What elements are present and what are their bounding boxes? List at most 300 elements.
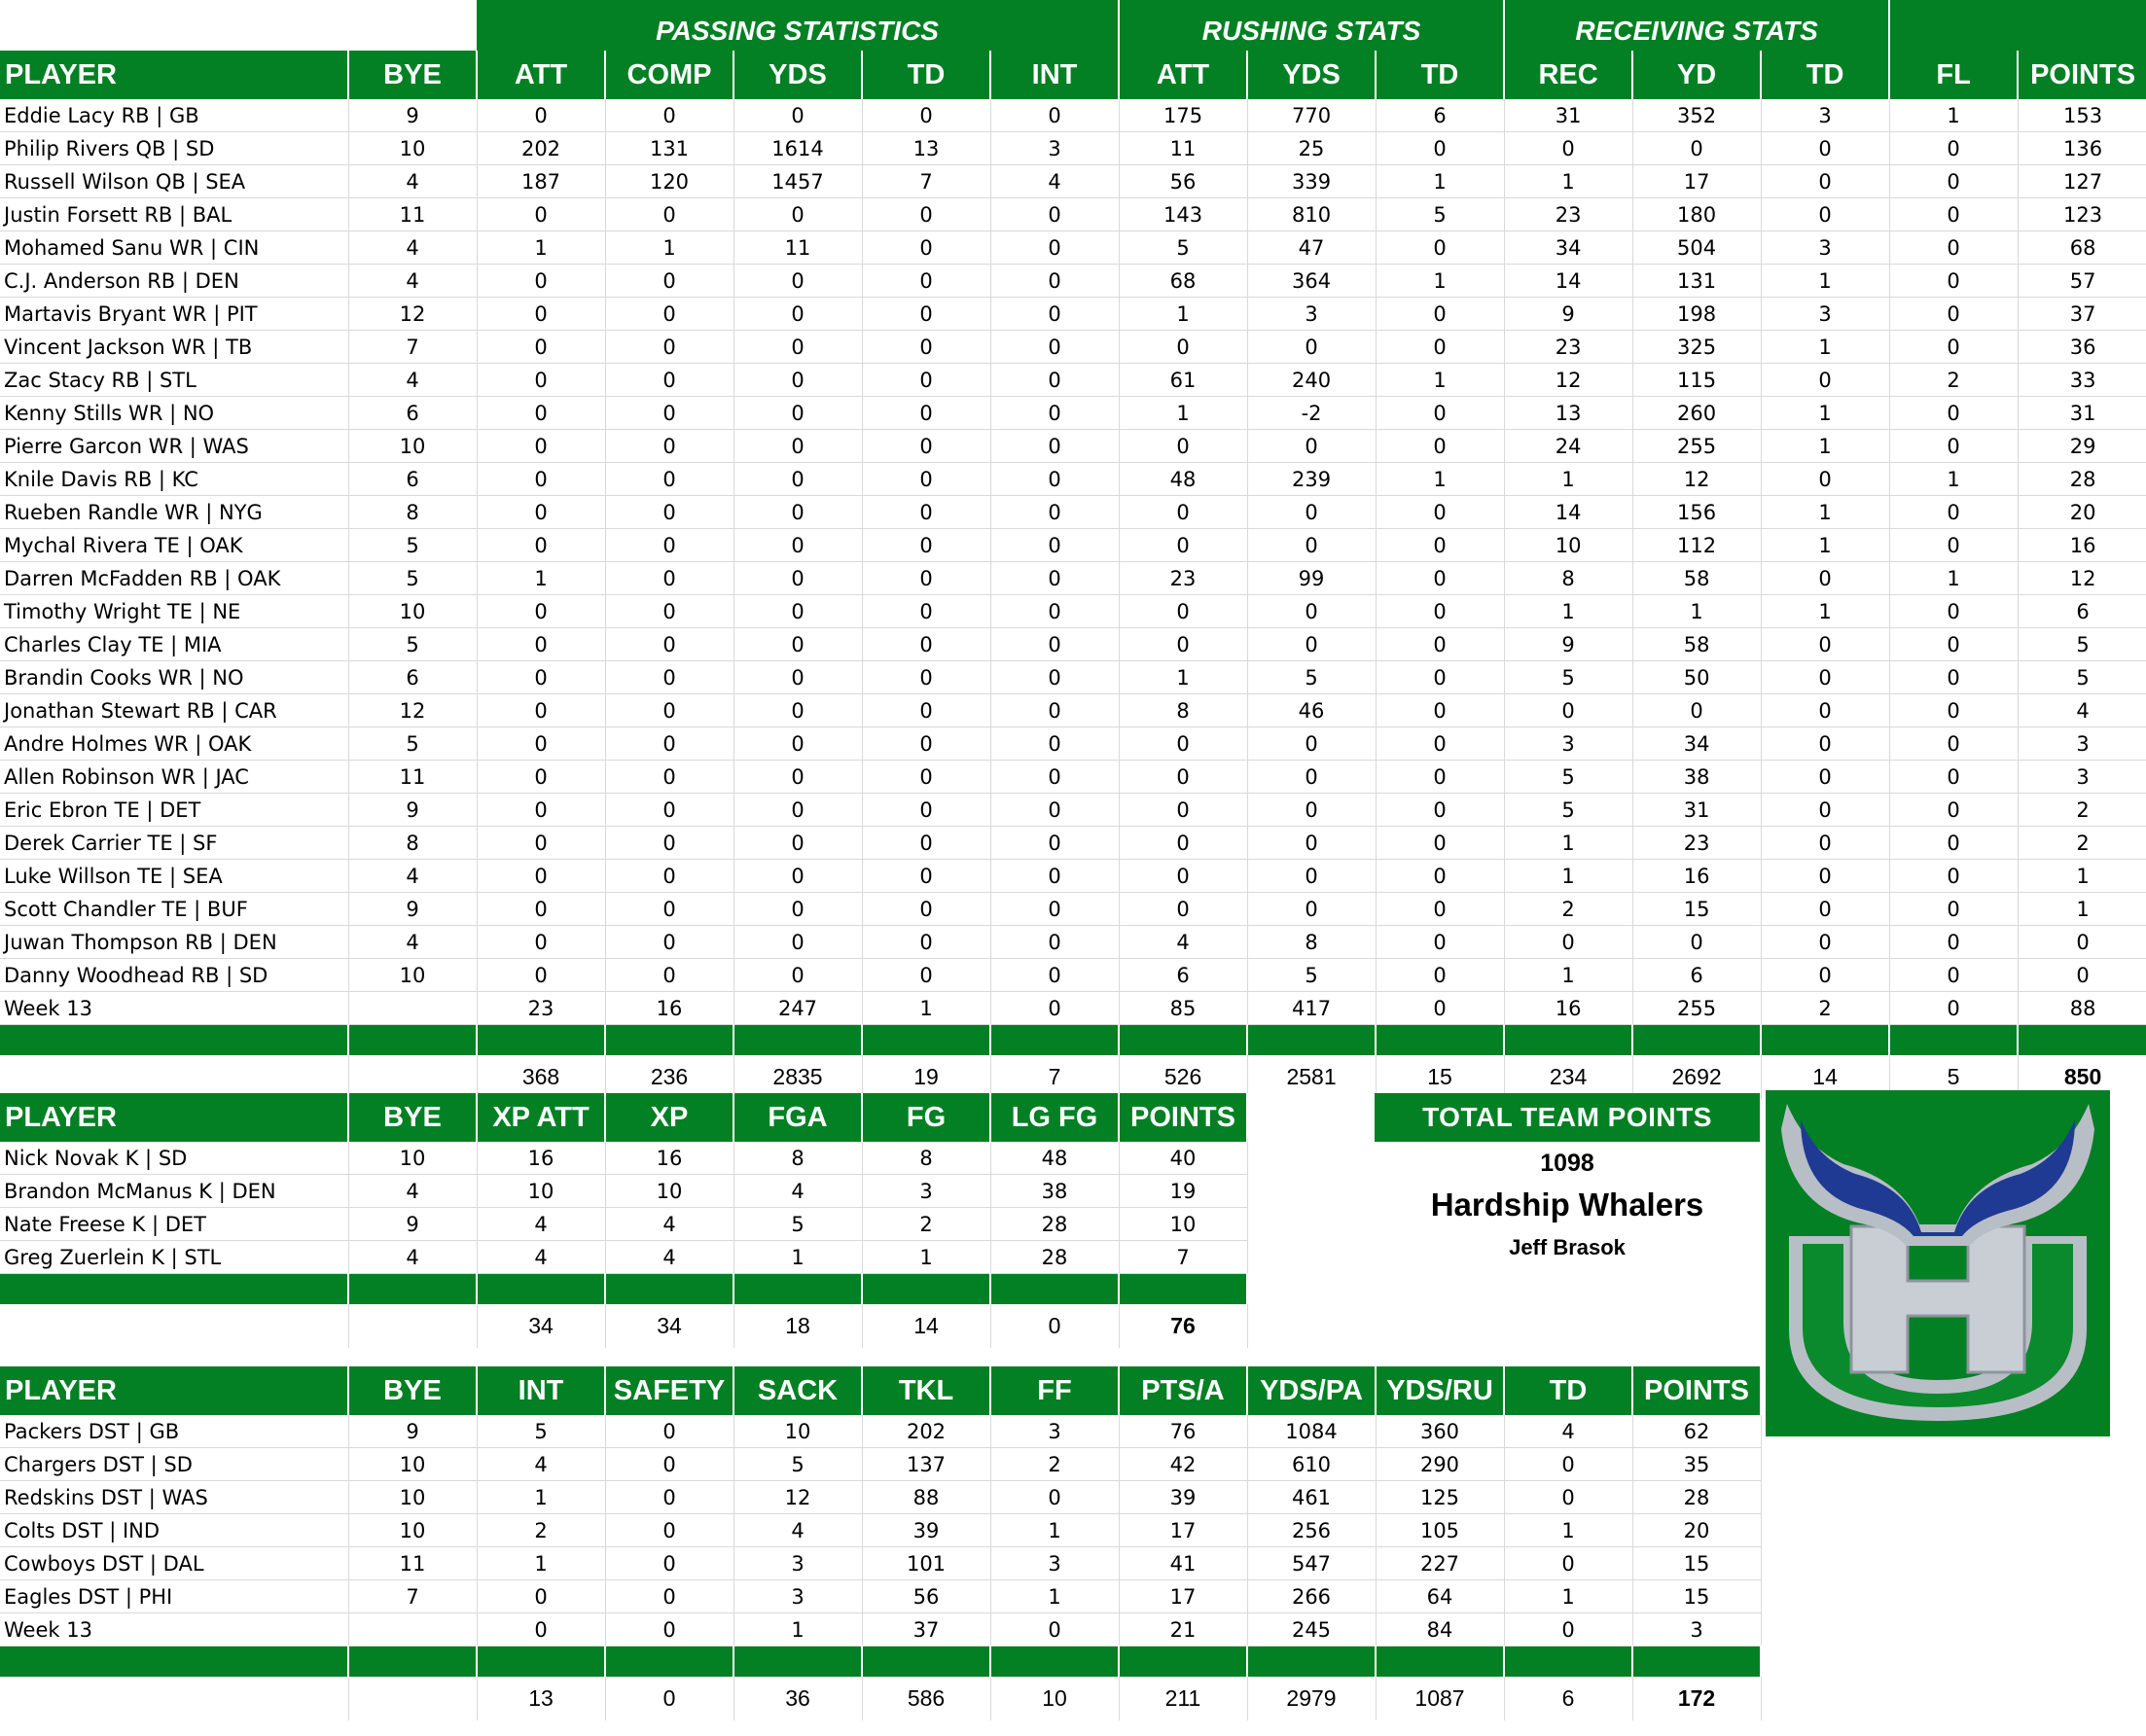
table-row [0, 397, 2146, 430]
stat-cell [348, 992, 477, 1025]
stat-cell: 0 [1376, 595, 1504, 628]
table-row [0, 1580, 1761, 1613]
stat-cell: 0 [990, 265, 1119, 298]
stat-cell: 1 [733, 1613, 862, 1647]
stat-cell: 1 [1119, 298, 1247, 331]
stat-cell: 0 [605, 1580, 733, 1613]
player-name-cell: Justin Forsett RB | BAL [0, 198, 348, 231]
player-name-cell: Colts DST | IND [0, 1514, 348, 1547]
stat-cell: 0 [862, 496, 990, 529]
stat-cell: 0 [990, 959, 1119, 992]
separator-cell [348, 1647, 477, 1678]
stat-cell: 0 [1376, 298, 1504, 331]
stat-cell: 37 [2018, 298, 2146, 331]
separator-cell [1761, 1025, 1889, 1056]
stat-cell: 5 [2018, 661, 2146, 694]
stat-cell: 47 [1247, 231, 1376, 265]
total-cell: 34 [477, 1304, 605, 1348]
stat-cell: 0 [1889, 430, 2018, 463]
stat-cell: 1 [1504, 827, 1632, 860]
stat-cell: 0 [1376, 959, 1504, 992]
stat-cell: 0 [1376, 496, 1504, 529]
stat-cell: 0 [990, 331, 1119, 364]
stat-cell: 202 [862, 1415, 990, 1448]
stat-cell: 0 [477, 463, 605, 496]
stat-cell: 143 [1119, 198, 1247, 231]
stat-cell: 3 [1632, 1613, 1761, 1647]
stat-cell: 8 [862, 1142, 990, 1175]
stat-cell: 0 [1376, 529, 1504, 562]
stat-cell: 58 [1632, 562, 1761, 595]
player-name-cell: Darren McFadden RB | OAK [0, 562, 348, 595]
separator-cell [0, 1025, 348, 1056]
total-cell: 15 [1376, 1055, 1504, 1099]
stat-cell: 0 [862, 959, 990, 992]
stat-cell: 0 [990, 926, 1119, 959]
stat-cell: 0 [990, 99, 1119, 132]
stat-cell: 5 [1119, 231, 1247, 265]
stat-cell: 0 [605, 430, 733, 463]
stat-cell: 5 [1247, 661, 1376, 694]
stat-cell: 1 [1376, 265, 1504, 298]
stat-cell: 0 [1889, 397, 2018, 430]
stat-cell: 0 [733, 99, 862, 132]
stat-cell: 290 [1376, 1448, 1504, 1481]
stat-cell: 1 [1504, 165, 1632, 198]
stat-cell: 3 [1761, 99, 1889, 132]
stat-cell: 461 [1247, 1481, 1376, 1514]
stat-cell: 1 [2018, 893, 2146, 926]
stat-cell: 0 [605, 628, 733, 661]
stat-cell: 0 [1761, 198, 1889, 231]
total-cell: 14 [1761, 1055, 1889, 1099]
stat-cell: 0 [1761, 694, 1889, 727]
stat-cell: 0 [1889, 595, 2018, 628]
column-header: YD [1632, 51, 1761, 99]
stat-cell: 0 [990, 595, 1119, 628]
stat-cell: 3 [862, 1175, 990, 1208]
defense-header-row [0, 1366, 1761, 1415]
stat-cell: 9 [1504, 298, 1632, 331]
table-row [0, 1448, 1761, 1481]
column-header: SACK [733, 1366, 862, 1415]
stat-cell: 0 [605, 694, 733, 727]
stat-cell: 1 [1504, 595, 1632, 628]
player-name-cell: Scott Chandler TE | BUF [0, 893, 348, 926]
stat-cell: 0 [477, 959, 605, 992]
stat-cell: 99 [1247, 562, 1376, 595]
stat-cell: 137 [862, 1448, 990, 1481]
stat-cell: 0 [733, 694, 862, 727]
stat-cell: 0 [1376, 761, 1504, 794]
stat-cell: 68 [2018, 231, 2146, 265]
team-owner: Jeff Brasok [1509, 1235, 1626, 1259]
separator-cell [1119, 1647, 1247, 1678]
stat-cell: 0 [990, 364, 1119, 397]
stat-cell: 4 [605, 1208, 733, 1241]
stat-cell: 0 [733, 761, 862, 794]
separator-cell [605, 1025, 733, 1056]
stat-cell: 0 [477, 331, 605, 364]
separator-cell [862, 1025, 990, 1056]
stat-cell: 9 [348, 794, 477, 827]
player-name-cell: Luke Willson TE | SEA [0, 860, 348, 893]
stat-cell: 0 [1889, 298, 2018, 331]
stat-cell: 0 [1247, 529, 1376, 562]
total-team-points-label: TOTAL TEAM POINTS [1375, 1093, 1760, 1142]
player-name-cell: Charles Clay TE | MIA [0, 628, 348, 661]
stat-cell: 0 [1761, 959, 1889, 992]
player-name-cell: Nick Novak K | SD [0, 1142, 348, 1175]
stat-cell: 35 [1632, 1448, 1761, 1481]
stat-cell: 1 [990, 1514, 1119, 1547]
stat-cell: 11 [1119, 132, 1247, 165]
stat-cell: 88 [2018, 992, 2146, 1025]
stat-cell: 14 [1504, 265, 1632, 298]
stat-cell: 0 [1119, 529, 1247, 562]
stat-cell: 12 [1504, 364, 1632, 397]
stat-cell: 3 [2018, 761, 2146, 794]
separator-cell [1376, 1025, 1504, 1056]
stat-cell: 0 [733, 661, 862, 694]
stat-cell: 10 [1504, 529, 1632, 562]
stat-cell: 1 [1761, 595, 1889, 628]
table-row [0, 99, 2146, 132]
stat-cell: 0 [862, 231, 990, 265]
stat-cell: 34 [1504, 231, 1632, 265]
stat-cell: 1084 [1247, 1415, 1376, 1448]
total-cell: 211 [1119, 1677, 1247, 1720]
stat-cell: 0 [1119, 827, 1247, 860]
stat-cell: 0 [605, 496, 733, 529]
stat-cell: 0 [1504, 926, 1632, 959]
table-row [0, 860, 2146, 893]
stat-cell: 0 [1376, 562, 1504, 595]
stat-cell: 1 [1761, 397, 1889, 430]
stat-cell: 0 [477, 761, 605, 794]
stat-cell: 247 [733, 992, 862, 1025]
stat-cell: 0 [605, 331, 733, 364]
stat-cell: 0 [477, 827, 605, 860]
stat-cell: -2 [1247, 397, 1376, 430]
column-header: FGA [733, 1093, 862, 1142]
stat-cell: 1 [1761, 496, 1889, 529]
stat-cell: 0 [1376, 794, 1504, 827]
stat-cell: 29 [2018, 430, 2146, 463]
stat-cell: 1 [1504, 860, 1632, 893]
column-header: TKL [862, 1366, 990, 1415]
stat-cell: 0 [1119, 331, 1247, 364]
stat-cell: 12 [348, 298, 477, 331]
stat-cell: 31 [1504, 99, 1632, 132]
stat-cell: 0 [1761, 562, 1889, 595]
stat-cell: 0 [1119, 893, 1247, 926]
stat-cell: 0 [605, 1613, 733, 1647]
stat-cell: 3 [990, 1415, 1119, 1448]
stat-cell: 37 [862, 1613, 990, 1647]
column-header: FL [1889, 51, 2018, 99]
stat-cell: 0 [1247, 595, 1376, 628]
stat-cell: 0 [862, 827, 990, 860]
stat-cell: 0 [1376, 860, 1504, 893]
stat-cell: 10 [348, 1142, 477, 1175]
stat-cell: 38 [1632, 761, 1761, 794]
stat-cell: 0 [1889, 331, 2018, 364]
stat-cell: 364 [1247, 265, 1376, 298]
stat-cell: 1 [477, 1481, 605, 1514]
stat-cell: 0 [990, 761, 1119, 794]
player-name-cell: Martavis Bryant WR | PIT [0, 298, 348, 331]
table-row [0, 992, 2146, 1025]
stat-cell: 3 [733, 1580, 862, 1613]
separator-cell [1504, 1647, 1632, 1678]
stat-cell: 6 [1632, 959, 1761, 992]
stat-cell: 20 [1632, 1514, 1761, 1547]
stat-cell: 0 [990, 694, 1119, 727]
stat-cell: 13 [862, 132, 990, 165]
separator-bar [0, 1274, 1247, 1305]
separator-cell [990, 1025, 1119, 1056]
stat-cell: 0 [733, 397, 862, 430]
stat-cell: 88 [862, 1481, 990, 1514]
stat-cell: 6 [348, 397, 477, 430]
stat-cell: 14 [1504, 496, 1632, 529]
stat-cell: 5 [477, 1415, 605, 1448]
column-header: YDS [1247, 51, 1376, 99]
player-name-cell: Pierre Garcon WR | WAS [0, 430, 348, 463]
stat-cell: 0 [605, 265, 733, 298]
stat-cell: 123 [2018, 198, 2146, 231]
stat-cell: 1 [862, 992, 990, 1025]
table-row [0, 364, 2146, 397]
player-name-cell: Russell Wilson QB | SEA [0, 165, 348, 198]
separator-cell [348, 1274, 477, 1305]
stat-cell: 105 [1376, 1514, 1504, 1547]
player-name-cell: Juwan Thompson RB | DEN [0, 926, 348, 959]
stat-cell: 85 [1119, 992, 1247, 1025]
player-name-cell: Danny Woodhead RB | SD [0, 959, 348, 992]
table-row [0, 761, 2146, 794]
stat-cell: 153 [2018, 99, 2146, 132]
stat-cell: 1 [1119, 397, 1247, 430]
stat-cell: 1 [1761, 529, 1889, 562]
separator-cell [1889, 1025, 2018, 1056]
stat-cell: 4 [348, 860, 477, 893]
stat-cell: 1 [1376, 165, 1504, 198]
stat-cell: 2 [477, 1514, 605, 1547]
stat-cell: 0 [862, 364, 990, 397]
stat-cell: 12 [2018, 562, 2146, 595]
stat-cell: 260 [1632, 397, 1761, 430]
stat-cell: 0 [990, 1613, 1119, 1647]
stat-cell: 2 [990, 1448, 1119, 1481]
stat-cell: 202 [477, 132, 605, 165]
stat-cell: 0 [477, 430, 605, 463]
total-cell: 234 [1504, 1055, 1632, 1099]
table-row [0, 1415, 1761, 1448]
stat-cell: 1 [477, 562, 605, 595]
total-cell: 1087 [1376, 1677, 1504, 1720]
stat-cell: 1 [1376, 364, 1504, 397]
column-header: XP [605, 1093, 733, 1142]
column-header: YDS/PA [1247, 1366, 1376, 1415]
stat-cell: 0 [1889, 529, 2018, 562]
stat-cell: 240 [1247, 364, 1376, 397]
column-header: YDS/RU [1376, 1366, 1504, 1415]
player-name-cell: Kenny Stills WR | NO [0, 397, 348, 430]
stat-cell: 1 [477, 1547, 605, 1580]
stat-cell: 10 [605, 1175, 733, 1208]
total-cell: 2692 [1632, 1055, 1761, 1099]
stat-cell: 12 [733, 1481, 862, 1514]
stat-cell: 56 [1119, 165, 1247, 198]
table-row [0, 694, 2146, 727]
column-header: FG [862, 1093, 990, 1142]
table-row [0, 198, 2146, 231]
column-header: COMP [605, 51, 733, 99]
column-header: POINTS [1632, 1366, 1761, 1415]
stat-cell: 0 [605, 1448, 733, 1481]
separator-cell [733, 1025, 862, 1056]
stat-cell: 0 [1761, 661, 1889, 694]
table-row [0, 496, 2146, 529]
stat-cell: 0 [862, 198, 990, 231]
stat-cell: 0 [862, 727, 990, 761]
stat-cell: 0 [990, 727, 1119, 761]
stat-cell: 127 [2018, 165, 2146, 198]
stat-cell: 0 [862, 298, 990, 331]
stat-cell: 0 [990, 1481, 1119, 1514]
stat-cell: 1 [1504, 463, 1632, 496]
stat-cell: 31 [1632, 794, 1761, 827]
stat-cell: 0 [733, 860, 862, 893]
player-name-cell: Eddie Lacy RB | GB [0, 99, 348, 132]
stat-cell: 0 [1504, 132, 1632, 165]
separator-cell [862, 1647, 990, 1678]
stat-cell: 0 [1632, 926, 1761, 959]
column-header: TD [1761, 51, 1889, 99]
stat-cell: 12 [348, 694, 477, 727]
stat-cell: 0 [477, 198, 605, 231]
stat-cell: 23 [1504, 331, 1632, 364]
separator-cell [0, 1647, 348, 1678]
passing-statistics-group: PASSING STATISTICS [477, 0, 1119, 51]
stat-cell: 131 [605, 132, 733, 165]
stat-cell: 0 [2018, 926, 2146, 959]
stat-cell: 10 [348, 1448, 477, 1481]
stat-cell: 11 [348, 761, 477, 794]
column-header: POINTS [2018, 51, 2146, 99]
stat-cell: 0 [605, 727, 733, 761]
stat-cell: 0 [1889, 165, 2018, 198]
column-header: INT [477, 1366, 605, 1415]
stat-cell: 266 [1247, 1580, 1376, 1613]
player-name-cell: Mychal Rivera TE | OAK [0, 529, 348, 562]
stat-cell: 23 [1119, 562, 1247, 595]
stat-cell: 0 [2018, 959, 2146, 992]
stat-cell: 0 [862, 694, 990, 727]
stat-cell: 0 [1761, 132, 1889, 165]
total-cell: 6 [1504, 1677, 1632, 1720]
total-cell: 236 [605, 1055, 733, 1099]
total-cell: 36 [733, 1677, 862, 1720]
stat-cell: 255 [1632, 430, 1761, 463]
stat-cell: 0 [990, 430, 1119, 463]
player-name-cell: Mohamed Sanu WR | CIN [0, 231, 348, 265]
stat-cell: 2 [2018, 794, 2146, 827]
column-header: TD [1376, 51, 1504, 99]
stat-cell: 0 [733, 893, 862, 926]
column-header: ATT [477, 51, 605, 99]
stat-cell: 11 [733, 231, 862, 265]
stat-cell: 0 [477, 794, 605, 827]
player-name-cell: Philip Rivers QB | SD [0, 132, 348, 165]
table-row [0, 529, 2146, 562]
stat-cell: 0 [1889, 727, 2018, 761]
stat-cell: 33 [2018, 364, 2146, 397]
stat-cell: 0 [1247, 331, 1376, 364]
stat-cell: 0 [862, 397, 990, 430]
stat-cell: 1 [1761, 430, 1889, 463]
stat-cell: 239 [1247, 463, 1376, 496]
player-name-cell: Timothy Wright TE | NE [0, 595, 348, 628]
stat-cell: 0 [477, 661, 605, 694]
stat-cell: 5 [1504, 794, 1632, 827]
stat-cell: 7 [348, 331, 477, 364]
stat-cell: 339 [1247, 165, 1376, 198]
stat-cell: 4 [733, 1175, 862, 1208]
stat-cell: 16 [1504, 992, 1632, 1025]
stat-cell: 0 [1889, 496, 2018, 529]
stat-cell: 1 [862, 1241, 990, 1274]
stat-cell: 0 [605, 1481, 733, 1514]
stat-cell: 36 [2018, 331, 2146, 364]
stat-cell: 10 [348, 1514, 477, 1547]
stat-cell: 7 [348, 1580, 477, 1613]
stat-cell: 1 [733, 1241, 862, 1274]
whalers-logo-svg [1766, 1090, 2110, 1436]
stat-cell: 0 [1119, 595, 1247, 628]
stat-cell: 0 [1889, 959, 2018, 992]
stat-cell: 0 [477, 860, 605, 893]
totals-row [0, 1304, 1247, 1348]
stat-cell: 0 [605, 761, 733, 794]
stat-cell: 0 [605, 794, 733, 827]
stat-cell: 0 [990, 860, 1119, 893]
stat-cell: 0 [477, 595, 605, 628]
player-name-cell: Brandin Cooks WR | NO [0, 661, 348, 694]
separator-cell [605, 1647, 733, 1678]
table-row [0, 794, 2146, 827]
stat-cell: 0 [605, 463, 733, 496]
stat-cell: 0 [862, 430, 990, 463]
column-header: LG FG [990, 1093, 1119, 1142]
stat-cell: 5 [348, 562, 477, 595]
stat-cell: 810 [1247, 198, 1376, 231]
stat-cell: 9 [348, 1208, 477, 1241]
kicker-header-row [0, 1093, 1247, 1142]
stat-cell: 5 [1504, 661, 1632, 694]
stat-cell: 504 [1632, 231, 1761, 265]
stat-cell: 1457 [733, 165, 862, 198]
stat-cell: 9 [1504, 628, 1632, 661]
stat-cell: 0 [1761, 727, 1889, 761]
stat-cell: 4 [477, 1208, 605, 1241]
total-cell: 586 [862, 1677, 990, 1720]
stat-cell: 0 [477, 893, 605, 926]
total-cell: 526 [1119, 1055, 1247, 1099]
stat-cell: 0 [1889, 860, 2018, 893]
